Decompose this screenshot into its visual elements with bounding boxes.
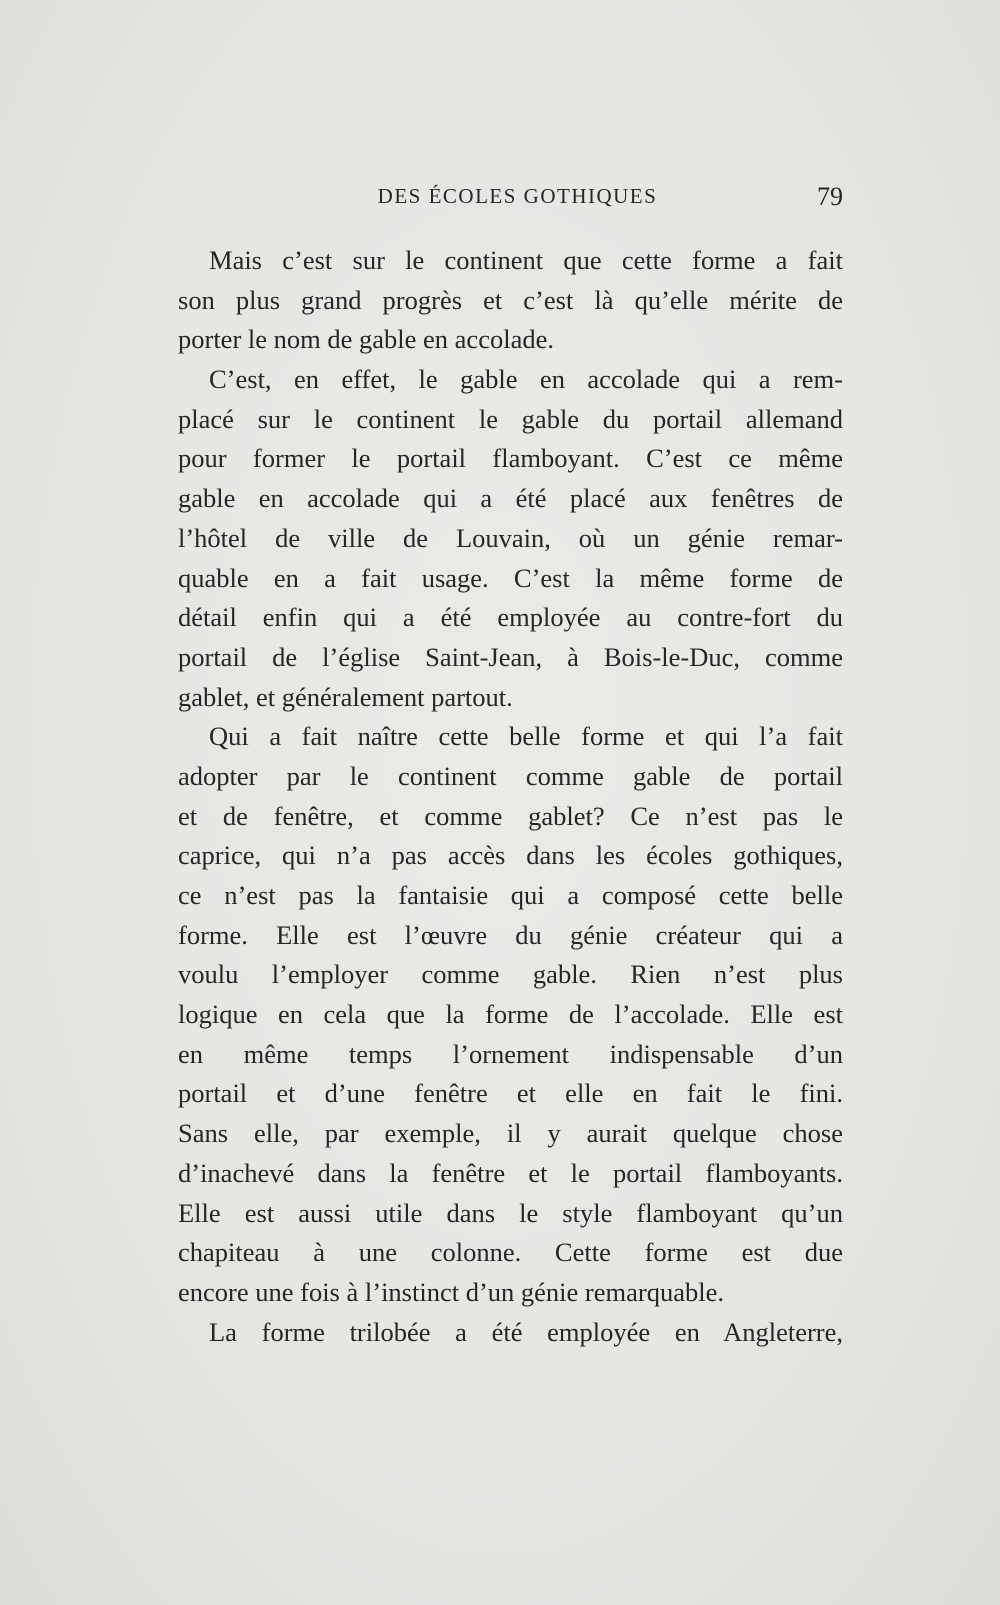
text-line: Sans elle, par exemple, il y aurait quelque chose [178,1118,843,1149]
running-title: DES ÉCOLES GOTHIQUES [377,184,658,208]
text-line: chapiteau à une colonne. Cette forme est due [178,1237,843,1268]
text-line: l’hôtel de ville de Louvain, où un génie remar- [178,522,843,553]
text-line: en même temps l’ornement indispensable d’un [178,1038,843,1069]
text-line: Elle est aussi utile dans le style flamboyant qu’un [178,1197,843,1228]
text-line: Mais c’est sur le continent que cette forme a fait [209,245,843,275]
text-line: et de fenêtre, et comme gablet? Ce n’est pas le [178,800,843,831]
text-line: quable en a fait usage. C’est la même forme de [178,562,843,593]
text-line: d’inachevé dans la fenêtre et le portail flamboyants. [178,1157,843,1188]
text-line: gablet, et généralement partout. [178,681,513,712]
text-line: portail de l’église Saint-Jean, à Bois-le-Duc, comme [178,641,843,672]
page-number: 79 [817,182,843,211]
text-line: pour former le portail flamboyant. C’est ce même [178,443,843,474]
paragraph [178,241,843,360]
text-line: logique en cela que la forme de l’accolade. Elle est [178,999,843,1030]
paragraph [178,360,843,717]
text-line: portail et d’une fenêtre et elle en fait le fini. [178,1078,843,1109]
text-line: adopter par le continent comme gable de portail [178,760,843,791]
body-text [178,241,843,1352]
text-line: son plus grand progrès et c’est là qu’elle mérite de [178,284,843,315]
text-line: Qui a fait naître cette belle forme et qui l’a fait [209,721,843,752]
paragraph [178,1313,843,1353]
text-line: La forme trilobée a été employée en Angleterre, [209,1316,843,1347]
text-line: gable en accolade qui a été placé aux fenêtres de [178,483,843,514]
text-line: voulu l’employer comme gable. Rien n’est plus [178,959,843,990]
text-line: détail enfin qui a été employée au contre-fort du [178,602,843,633]
text-line: encore une fois à l’instinct d’un génie remarquable. [178,1276,724,1307]
running-head [178,178,843,218]
text-line: ce n’est pas la fantaisie qui a composé cette belle [178,880,843,910]
text-line: caprice, qui n’a pas accès dans les écoles gothiques, [178,840,843,871]
text-line: placé sur le continent le gable du portail allemand [178,403,843,434]
text-line: C’est, en effet, le gable en accolade qui a rem- [209,364,843,395]
text-line: porter le nom de gable en accolade. [178,324,554,355]
text-line: forme. Elle est l’œuvre du génie créateur qui a [178,919,843,950]
paragraph [178,717,843,1312]
